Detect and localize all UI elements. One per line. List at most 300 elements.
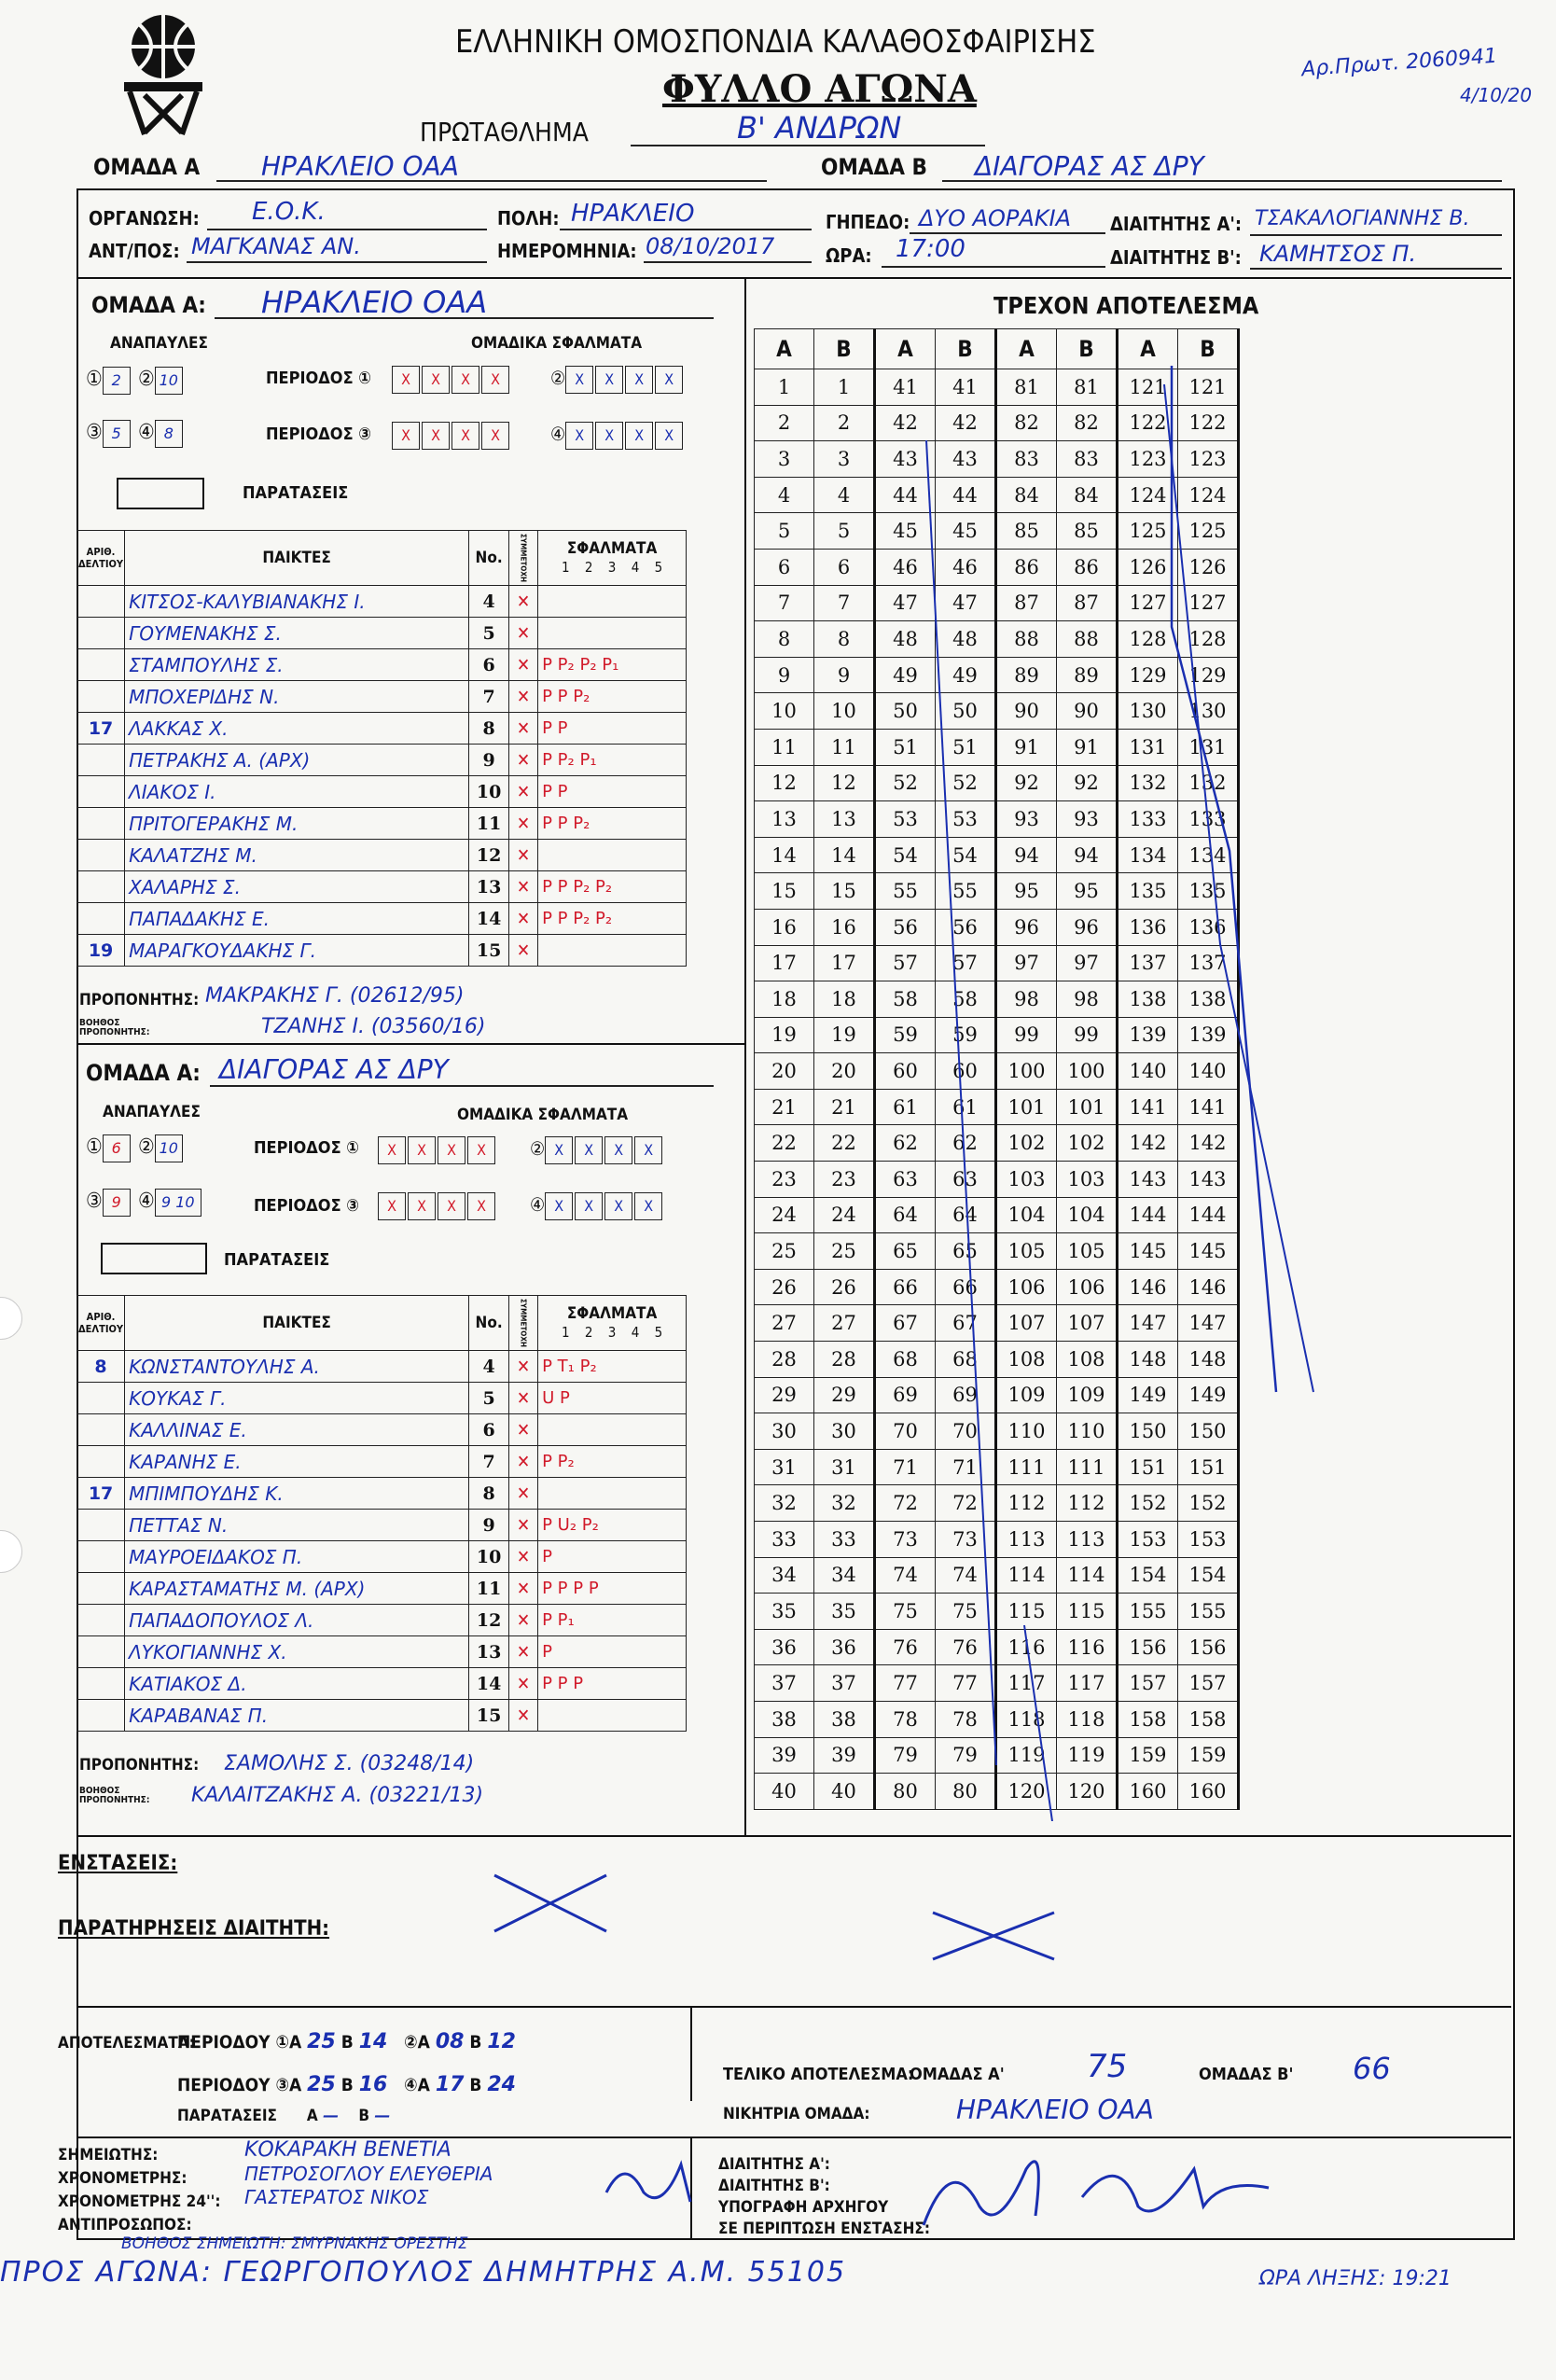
running-score-marks <box>754 366 1500 1821</box>
score-cell: 59 <box>875 1017 936 1053</box>
player-licence <box>77 1573 125 1605</box>
foul-numbers: 1 2 3 4 5 <box>562 1324 663 1341</box>
score-cell: 75 <box>875 1594 936 1630</box>
score-cell: 32 <box>814 1485 875 1522</box>
player-name: ΛΥΚΟΓΙΑΝΝΗΣ Χ. <box>125 1636 469 1668</box>
player-row <box>77 1700 687 1732</box>
score-cell: 78 <box>936 1701 996 1737</box>
score-cell: 2 <box>814 405 875 441</box>
score-cell: 90 <box>1057 693 1118 730</box>
played-mark: ✕ <box>509 776 538 808</box>
timeout-box: 2 <box>103 367 131 395</box>
score-cell: 114 <box>996 1557 1057 1594</box>
score-cell: 103 <box>1057 1162 1118 1198</box>
played-mark: ✕ <box>509 681 538 713</box>
player-name: ΚΑΡΑΝΗΣ Ε. <box>125 1446 469 1478</box>
score-cell: 41 <box>875 369 936 406</box>
score-cell: 44 <box>936 477 996 513</box>
score-cell: 112 <box>996 1485 1057 1522</box>
played-mark: ✕ <box>509 745 538 776</box>
winner-label: ΝΙΚΗΤΡΙΑ ΟΜΑΔΑ: <box>723 2105 870 2123</box>
team-b-player-table <box>76 1295 687 1732</box>
player-row <box>77 1636 687 1668</box>
score-cell: 64 <box>936 1197 996 1233</box>
timeout-box: 8 <box>155 420 183 448</box>
player-number: 15 <box>469 935 509 967</box>
city-value: ΗΡΑΚΛΕΙΟ <box>571 200 695 228</box>
city-label: ΠΟΛΗ: <box>497 207 560 230</box>
col-fouls: ΣΦΑΛΜΑΤΑ 1 2 3 4 5 <box>538 531 687 586</box>
timeout-box: 5 <box>103 420 131 448</box>
team-a-player-table <box>76 530 687 967</box>
score-cell: 102 <box>996 1125 1057 1162</box>
organizer-value: Ε.Ο.Κ. <box>252 198 326 226</box>
score-cell: 73 <box>875 1522 936 1558</box>
player-number: 6 <box>469 649 509 681</box>
team-a-section-label: ΟΜΑΔΑ Α: <box>91 292 206 318</box>
player-row <box>77 618 687 649</box>
score-cell: 101 <box>996 1089 1057 1125</box>
player-number: 10 <box>469 1541 509 1573</box>
player-row <box>77 903 687 935</box>
player-licence <box>77 745 125 776</box>
score-cell: 19 <box>814 1017 875 1053</box>
score-cell: 146 <box>1178 1269 1239 1305</box>
results-row-1: ΠΕΡΙΟΔΟΥ ①Α 25 Β 14 ②Α 08 Β 12 <box>177 2030 516 2053</box>
player-name: ΠΕΤΤΑΣ Ν. <box>125 1510 469 1541</box>
score-cell: 154 <box>1118 1557 1178 1594</box>
score-cell: 61 <box>875 1089 936 1125</box>
score-cell: 23 <box>814 1162 875 1198</box>
player-row <box>77 1541 687 1573</box>
score-cell: 105 <box>996 1233 1057 1270</box>
score-cell: 37 <box>814 1665 875 1702</box>
player-licence <box>77 618 125 649</box>
score-cell: 57 <box>936 945 996 981</box>
running-score-col-a: Α <box>1118 329 1178 369</box>
score-cell: 112 <box>1057 1485 1118 1522</box>
player-fouls: P P P P <box>538 1573 687 1605</box>
score-cell: 30 <box>755 1413 814 1450</box>
score-cell: 15 <box>814 873 875 910</box>
score-cell: 53 <box>936 801 996 838</box>
score-cell: 120 <box>996 1774 1057 1810</box>
team-b-section-name: ΔΙΑΓΟΡΑΣ ΑΣ ΔΡΥ <box>219 1054 449 1085</box>
federation-logo-icon <box>117 11 210 137</box>
score-cell: 93 <box>996 801 1057 838</box>
player-licence <box>77 840 125 871</box>
score-cell: 131 <box>1178 729 1239 765</box>
ref-b-sign-label: ΔΙΑΙΤΗΤΗΣ Β': <box>718 2177 830 2195</box>
score-cell: 141 <box>1178 1089 1239 1125</box>
score-cell: 69 <box>936 1377 996 1413</box>
team-a-label: ΟΜΑΔΑ Α <box>93 154 201 180</box>
score-cell: 13 <box>755 801 814 838</box>
played-mark: ✕ <box>509 903 538 935</box>
score-cell: 84 <box>996 477 1057 513</box>
player-number: 8 <box>469 1478 509 1510</box>
score-cell: 11 <box>755 729 814 765</box>
team-b-fouls-p3: X X X X <box>378 1192 497 1220</box>
column-divider <box>744 277 746 1835</box>
results-row-2: ΠΕΡΙΟΔΟΥ ③Α 25 Β 16 ④Α 17 Β 24 <box>177 2073 516 2096</box>
bottom-note: ΠΡΟΣ ΑΓΩΝΑ: ΓΕΩΡΓΟΠΟΥΛΟΣ ΔΗΜΗΤΡΗΣ Α.Μ. 55105 <box>0 2256 847 2289</box>
score-cell: 148 <box>1118 1342 1178 1378</box>
team-b-fouls-p1: X X X X <box>378 1136 497 1164</box>
results-overtime: ΠΑΡΑΤΑΣΕΙΣ Α — Β — <box>177 2107 391 2125</box>
player-number: 13 <box>469 1636 509 1668</box>
score-cell: 84 <box>1057 477 1118 513</box>
team-a-team-fouls-label: ΟΜΑΔΙΚΑ ΣΦΑΛΜΑΤΑ <box>471 334 643 353</box>
score-cell: 131 <box>1118 729 1178 765</box>
player-name: ΚΑΛΑΤΖΗΣ Μ. <box>125 840 469 871</box>
player-fouls: U P <box>538 1383 687 1414</box>
player-licence <box>77 1383 125 1414</box>
ref-b-label: ΔΙΑΙΤΗΤΗΣ Β': <box>1110 246 1242 269</box>
score-cell: 6 <box>755 549 814 585</box>
score-cell: 139 <box>1118 1017 1178 1053</box>
score-cell: 128 <box>1178 621 1239 658</box>
team-a-overtime-box <box>117 478 204 509</box>
score-cell: 107 <box>996 1305 1057 1342</box>
score-cell: 27 <box>755 1305 814 1342</box>
score-cell: 144 <box>1178 1197 1239 1233</box>
played-mark: ✕ <box>509 1700 538 1732</box>
score-cell: 43 <box>875 441 936 478</box>
score-cell: 32 <box>755 1485 814 1522</box>
ref-a-sign-label: ΔΙΑΙΤΗΤΗΣ Α': <box>718 2155 830 2174</box>
played-mark: ✕ <box>509 1636 538 1668</box>
score-cell: 117 <box>996 1665 1057 1702</box>
player-name: ΠΕΤΡΑΚΗΣ Α. (ΑΡΧ) <box>125 745 469 776</box>
score-cell: 66 <box>875 1269 936 1305</box>
score-cell: 79 <box>875 1737 936 1774</box>
score-cell: 12 <box>814 765 875 801</box>
score-cell: 7 <box>814 585 875 621</box>
score-cell: 20 <box>755 1053 814 1090</box>
player-fouls <box>538 840 687 871</box>
player-fouls <box>538 935 687 967</box>
score-cell: 136 <box>1178 909 1239 945</box>
score-cell: 44 <box>875 477 936 513</box>
running-score-col-a: Α <box>996 329 1057 369</box>
played-mark: ✕ <box>509 1541 538 1573</box>
timeout-box: 9 <box>103 1189 131 1217</box>
running-score-col-a: Α <box>875 329 936 369</box>
score-cell: 1 <box>755 369 814 406</box>
final-score-b: 66 <box>1353 2051 1391 2086</box>
score-cell: 56 <box>936 909 996 945</box>
score-cell: 34 <box>814 1557 875 1594</box>
score-cell: 125 <box>1118 513 1178 550</box>
player-licence <box>77 1446 125 1478</box>
player-fouls: P P P₂ P₂ <box>538 903 687 935</box>
score-cell: 153 <box>1178 1522 1239 1558</box>
team-b-fouls-p2: ② X X X X <box>530 1136 664 1164</box>
score-cell: 142 <box>1178 1125 1239 1162</box>
score-cell: 71 <box>936 1449 996 1485</box>
score-cell: 76 <box>936 1629 996 1665</box>
score-cell: 133 <box>1178 801 1239 838</box>
score-cell: 9 <box>755 657 814 693</box>
score-cell: 33 <box>814 1522 875 1558</box>
player-licence <box>77 1668 125 1700</box>
score-cell: 52 <box>936 765 996 801</box>
venue-value: ΔΥΟ ΑΟΡΑΚΙΑ <box>919 205 1072 231</box>
score-cell: 30 <box>814 1413 875 1450</box>
player-number: 12 <box>469 1605 509 1636</box>
score-cell: 106 <box>996 1269 1057 1305</box>
score-cell: 41 <box>936 369 996 406</box>
player-number: 8 <box>469 713 509 745</box>
col-no: No. <box>469 1296 509 1351</box>
player-name: ΚΩΝΣΤΑΝΤΟΥΛΗΣ Α. <box>125 1351 469 1383</box>
team-a-fouls-p1: X X X X <box>392 366 511 394</box>
score-cell: 51 <box>936 729 996 765</box>
score-cell: 28 <box>814 1342 875 1378</box>
team-a-period-1-label: ΠΕΡΙΟΔΟΣ ① <box>266 369 371 388</box>
foul-numbers: 1 2 3 4 5 <box>562 559 663 576</box>
score-cell: 1 <box>814 369 875 406</box>
score-cell: 54 <box>875 837 936 873</box>
score-cell: 83 <box>996 441 1057 478</box>
score-cell: 36 <box>814 1629 875 1665</box>
score-cell: 18 <box>814 981 875 1018</box>
score-cell: 4 <box>814 477 875 513</box>
player-licence: 19 <box>77 935 125 967</box>
rep-label: ΑΝΤΙΠΡΟΣΩΠΟΣ: <box>58 2216 192 2234</box>
score-cell: 88 <box>1057 621 1118 658</box>
score-cell: 11 <box>814 729 875 765</box>
score-cell: 61 <box>936 1089 996 1125</box>
score-cell: 159 <box>1178 1737 1239 1774</box>
score-cell: 101 <box>1057 1089 1118 1125</box>
played-mark: ✕ <box>509 586 538 618</box>
score-cell: 124 <box>1178 477 1239 513</box>
player-number: 5 <box>469 618 509 649</box>
score-cell: 79 <box>936 1737 996 1774</box>
player-name: ΠΑΠΑΔΟΠΟΥΛΟΣ Λ. <box>125 1605 469 1636</box>
player-row <box>77 776 687 808</box>
score-cell: 87 <box>996 585 1057 621</box>
score-cell: 59 <box>936 1017 996 1053</box>
score-cell: 99 <box>1057 1017 1118 1053</box>
score-cell: 81 <box>1057 369 1118 406</box>
score-cell: 150 <box>1118 1413 1178 1450</box>
score-cell: 21 <box>814 1089 875 1125</box>
player-licence <box>77 1636 125 1668</box>
timeout-box: 10 <box>155 367 183 395</box>
played-mark: ✕ <box>509 1351 538 1383</box>
score-cell: 148 <box>1178 1342 1239 1378</box>
score-cell: 56 <box>875 909 936 945</box>
player-fouls <box>538 618 687 649</box>
score-cell: 91 <box>996 729 1057 765</box>
final-score-a: 75 <box>1087 2048 1128 2085</box>
scorer-signature-icon <box>597 2155 709 2211</box>
score-cell: 155 <box>1118 1594 1178 1630</box>
timeout-box: 6 <box>103 1134 131 1162</box>
player-fouls: P P P₂ <box>538 681 687 713</box>
col-licence: ΑΡΙΘ. ΔΕΛΤΙΟΥ <box>77 1296 125 1351</box>
player-number: 12 <box>469 840 509 871</box>
score-cell: 62 <box>875 1125 936 1162</box>
score-cell: 88 <box>996 621 1057 658</box>
team-a-assistant: ΤΖΑΝΗΣ Ι. (03560/16) <box>261 1015 486 1038</box>
score-cell: 55 <box>936 873 996 910</box>
score-cell: 132 <box>1118 765 1178 801</box>
col-players: ΠΑΙΚΤΕΣ <box>125 531 469 586</box>
player-name: ΓΟΥΜΕΝΑΚΗΣ Σ. <box>125 618 469 649</box>
score-cell: 86 <box>996 549 1057 585</box>
score-cell: 54 <box>936 837 996 873</box>
score-cell: 97 <box>1057 945 1118 981</box>
results-label: ΑΠΟΤΕΛΕΣΜΑΤΑ: <box>58 2034 195 2053</box>
player-row <box>77 586 687 618</box>
score-cell: 17 <box>755 945 814 981</box>
team-b-value: ΔΙΑΓΟΡΑΣ ΑΣ ΔΡΥ <box>975 151 1204 182</box>
captain-sign-label-2: ΣΕ ΠΕΡΙΠΤΩΣΗ ΕΝΣΤΑΣΗΣ: <box>718 2220 930 2238</box>
player-fouls <box>538 1478 687 1510</box>
score-cell: 96 <box>996 909 1057 945</box>
score-cell: 154 <box>1178 1557 1239 1594</box>
player-fouls: P P₁ <box>538 1605 687 1636</box>
score-cell: 143 <box>1178 1162 1239 1198</box>
score-cell: 28 <box>755 1342 814 1378</box>
score-cell: 35 <box>814 1594 875 1630</box>
score-cell: 127 <box>1178 585 1239 621</box>
player-fouls <box>538 1414 687 1446</box>
player-number: 13 <box>469 871 509 903</box>
player-name: ΜΑΥΡΟΕΙΔΑΚΟΣ Π. <box>125 1541 469 1573</box>
player-row <box>77 713 687 745</box>
player-name: ΜΠΟΧΕΡΙΔΗΣ Ν. <box>125 681 469 713</box>
player-row <box>77 1446 687 1478</box>
player-name: ΚΟΥΚΑΣ Γ. <box>125 1383 469 1414</box>
score-cell: 10 <box>814 693 875 730</box>
score-cell: 74 <box>936 1557 996 1594</box>
player-row <box>77 1605 687 1636</box>
player-fouls: P <box>538 1541 687 1573</box>
score-cell: 46 <box>936 549 996 585</box>
score-cell: 40 <box>814 1774 875 1810</box>
score-cell: 100 <box>1057 1053 1118 1090</box>
score-cell: 45 <box>875 513 936 550</box>
score-cell: 63 <box>875 1162 936 1198</box>
score-cell: 15 <box>755 873 814 910</box>
player-name: ΚΑΡΑΣΤΑΜΑΤΗΣ Μ. (ΑΡΧ) <box>125 1573 469 1605</box>
score-cell: 43 <box>936 441 996 478</box>
player-licence <box>77 1700 125 1732</box>
played-mark: ✕ <box>509 713 538 745</box>
score-cell: 86 <box>1057 549 1118 585</box>
score-cell: 78 <box>875 1701 936 1737</box>
team-a-coach: ΜΑΚΡΑΚΗΣ Γ. (02612/95) <box>205 984 465 1008</box>
player-number: 4 <box>469 586 509 618</box>
score-cell: 40 <box>755 1774 814 1810</box>
score-cell: 50 <box>936 693 996 730</box>
score-cell: 138 <box>1118 981 1178 1018</box>
player-fouls: P P P₂ P₂ <box>538 871 687 903</box>
score-cell: 3 <box>814 441 875 478</box>
player-number: 7 <box>469 1446 509 1478</box>
running-score-col-a: Α <box>755 329 814 369</box>
score-cell: 108 <box>1057 1342 1118 1378</box>
score-cell: 42 <box>936 405 996 441</box>
team-b-assistant-label: ΒΟΗΘΟΣ ΠΡΟΠΟΝΗΤΗΣ: <box>79 1786 150 1805</box>
score-cell: 38 <box>755 1701 814 1737</box>
player-fouls: P T₁ P₂ <box>538 1351 687 1383</box>
score-cell: 120 <box>1057 1774 1118 1810</box>
score-cell: 67 <box>875 1305 936 1342</box>
player-licence <box>77 649 125 681</box>
score-cell: 114 <box>1057 1557 1118 1594</box>
score-cell: 69 <box>875 1377 936 1413</box>
player-licence: 17 <box>77 713 125 745</box>
score-cell: 90 <box>996 693 1057 730</box>
score-cell: 37 <box>755 1665 814 1702</box>
score-cell: 7 <box>755 585 814 621</box>
player-name: ΜΑΡΑΓΚΟΥΔΑΚΗΣ Γ. <box>125 935 469 967</box>
score-cell: 31 <box>755 1449 814 1485</box>
score-cell: 125 <box>1178 513 1239 550</box>
score-cell: 159 <box>1118 1737 1178 1774</box>
score-cell: 93 <box>1057 801 1118 838</box>
player-name: ΚΑΡΑΒΑΝΑΣ Π. <box>125 1700 469 1732</box>
score-cell: 77 <box>875 1665 936 1702</box>
score-cell: 87 <box>1057 585 1118 621</box>
score-cell: 77 <box>936 1665 996 1702</box>
score-cell: 141 <box>1118 1089 1178 1125</box>
score-cell: 62 <box>936 1125 996 1162</box>
score-cell: 14 <box>814 837 875 873</box>
score-cell: 147 <box>1178 1305 1239 1342</box>
team-b-coach-label: ΠΡΟΠΟΝΗΤΗΣ: <box>79 1756 200 1775</box>
score-cell: 39 <box>755 1737 814 1774</box>
protocol-note: Αρ.Πρωτ. 2060941 <box>1300 44 1498 82</box>
score-cell: 25 <box>814 1233 875 1270</box>
score-cell: 21 <box>755 1089 814 1125</box>
player-number: 11 <box>469 808 509 840</box>
player-number: 7 <box>469 681 509 713</box>
score-cell: 111 <box>996 1449 1057 1485</box>
score-cell: 65 <box>875 1233 936 1270</box>
score-cell: 80 <box>875 1774 936 1810</box>
score-cell: 149 <box>1118 1377 1178 1413</box>
score-cell: 16 <box>814 909 875 945</box>
team-b-timeouts-row-2: ③ 9 ④ 9 10 <box>86 1189 203 1217</box>
player-row <box>77 745 687 776</box>
commissioner-value: ΜΑΓΚΑΝΑΣ ΑΝ. <box>191 233 361 259</box>
score-cell: 94 <box>1057 837 1118 873</box>
score-cell: 142 <box>1118 1125 1178 1162</box>
score-cell: 156 <box>1118 1629 1178 1665</box>
player-fouls: P P <box>538 713 687 745</box>
score-cell: 95 <box>1057 873 1118 910</box>
score-cell: 126 <box>1178 549 1239 585</box>
organizer-label: ΟΡΓΑΝΩΣΗ: <box>89 207 200 230</box>
played-mark: ✕ <box>509 1573 538 1605</box>
score-cell: 8 <box>814 621 875 658</box>
end-time: ΩΡΑ ΛΗΞΗΣ: 19:21 <box>1259 2267 1452 2290</box>
score-cell: 70 <box>936 1413 996 1450</box>
player-row <box>77 1351 687 1383</box>
score-cell: 140 <box>1178 1053 1239 1090</box>
timeout-box: 10 <box>155 1134 183 1162</box>
score-cell: 47 <box>875 585 936 621</box>
score-cell: 83 <box>1057 441 1118 478</box>
player-licence <box>77 1510 125 1541</box>
